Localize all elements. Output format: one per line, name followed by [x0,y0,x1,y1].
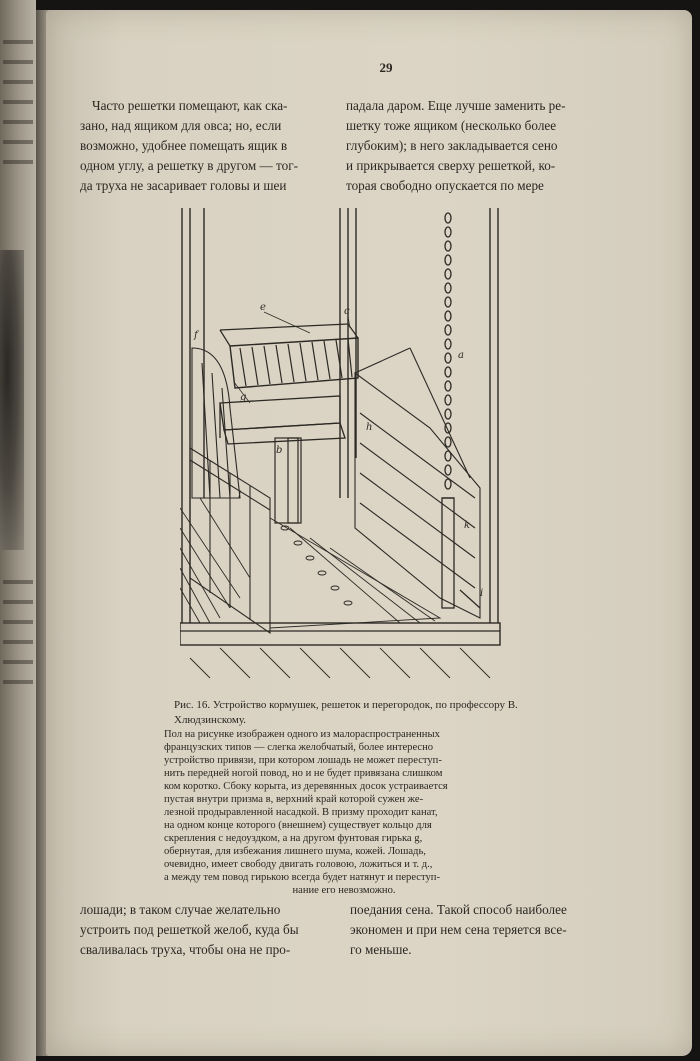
adjacent-text-fragment [3,80,33,84]
text-column-top-right [346,96,618,196]
adjacent-text-fragment [3,160,33,164]
figure-label: k [464,520,471,531]
text-column-bottom-left [80,900,335,960]
caption-line: а между тем повод гирькою всегда будет натянут и переступ- [164,872,440,883]
text-column-top-left [80,96,350,196]
caption-line: ком коротко. Сбоку корыта, из деревянных досок устраивается [164,781,448,792]
caption-line: лезной продыравленной насадкой. В призму проходит канат, [164,807,438,818]
text-line: поедания сена. Такой способ наиболее [350,902,567,917]
text-line: зано, над ящиком для овса; но, если [80,118,282,133]
caption-line: нание его невозможно. [292,885,396,896]
feed-box [220,396,345,444]
text-line: Часто решетки помещают, как ска- [92,98,288,113]
caption-line: очевидно, имеет свободу двигать головою, ложиться и т. д., [164,859,433,870]
text-line: сваливалась труха, чтобы она не про- [80,942,291,957]
text-line: лошади; в таком случае желательно [80,902,281,917]
floor-hatching [180,498,490,678]
figure-label: a [458,350,464,361]
adjacent-text-fragment [3,660,33,664]
stall-feeder-illustration [180,198,510,688]
adjacent-text-fragment [3,580,33,584]
figure-label: h [366,422,373,433]
adjacent-text-fragment [3,120,33,124]
hay-rack [220,324,358,388]
adjacent-text-fragment [3,620,33,624]
book-page [46,10,692,1056]
partition-panel [355,348,480,618]
text-line: глубоким); в него закладывается сено [346,138,558,153]
base-beam [180,623,500,645]
text-line: устроить под решеткой желоб, куда бы [80,922,299,937]
figure-caption-body [164,728,524,897]
figure-label: c [344,306,350,317]
adjacent-text-fragment [3,60,33,64]
adjacent-text-fragment [3,600,33,604]
caption-line: французских типов — слегка желобчатый, более интересно [164,742,434,753]
figure-label: g [240,392,247,403]
adjacent-page-photo [0,250,24,550]
caption-line: нить передней ногой повод, но и не будет привязана слишком [164,768,443,779]
figure-caption-title: Рис. 16. Устройство кормушек, решеток и перегородок, по профессору В. Хлюдзинскому. [174,699,518,726]
text-line: падала даром. Еще лучше заменить ре- [346,98,566,113]
figure-label: b [276,445,283,456]
text-line: одном углу, а решетку в другом — тог- [80,158,299,173]
caption-line: пустая внутри призма в, верхний край которой сужен же- [164,794,424,805]
caption-line: устройство привязи, при котором лошадь не может переступ- [164,755,442,766]
text-line: го меньше. [350,942,412,957]
caption-line: Пол на рисунке изображен одного из малораспространенных [164,729,440,740]
adjacent-text-fragment [3,40,33,44]
caption-line: на одном конце которого (внешнем) существует кольцо для [164,820,432,831]
adjacent-text-fragment [3,140,33,144]
adjacent-text-fragment [3,680,33,684]
text-line: торая свободно опускается по мере [346,178,544,193]
text-line: возможно, удобнее помещать ящик в [80,138,288,153]
text-line: да труха не засаривает головы и шеи [80,178,287,193]
caption-line: обернутая, для избежания лишнего шума, кожей. Лошадь, [164,846,426,857]
text-line: шетку тоже ящиком (несколько более [346,118,557,133]
figure-label: e [260,302,266,313]
text-line: экономен и при нем сена теряется все- [350,922,567,937]
hanging-chain [442,213,480,608]
text-column-bottom-right [350,900,615,960]
figure-label: f [194,330,198,341]
page-number: 29 [379,60,393,75]
label-pointers [234,312,350,403]
grooved-floor [270,518,440,628]
caption-line: скрепления с недоуздком, а на другом фунтовая гирька g, [164,833,423,844]
text-line: и прикрывается сверху решеткой, ко- [346,158,556,173]
adjacent-text-fragment [3,100,33,104]
figure-label: l [238,490,242,501]
adjacent-text-fragment [3,640,33,644]
figure-label: i [480,588,484,599]
adjacent-page-edge [0,0,36,1061]
manger-side-panel [190,348,270,633]
